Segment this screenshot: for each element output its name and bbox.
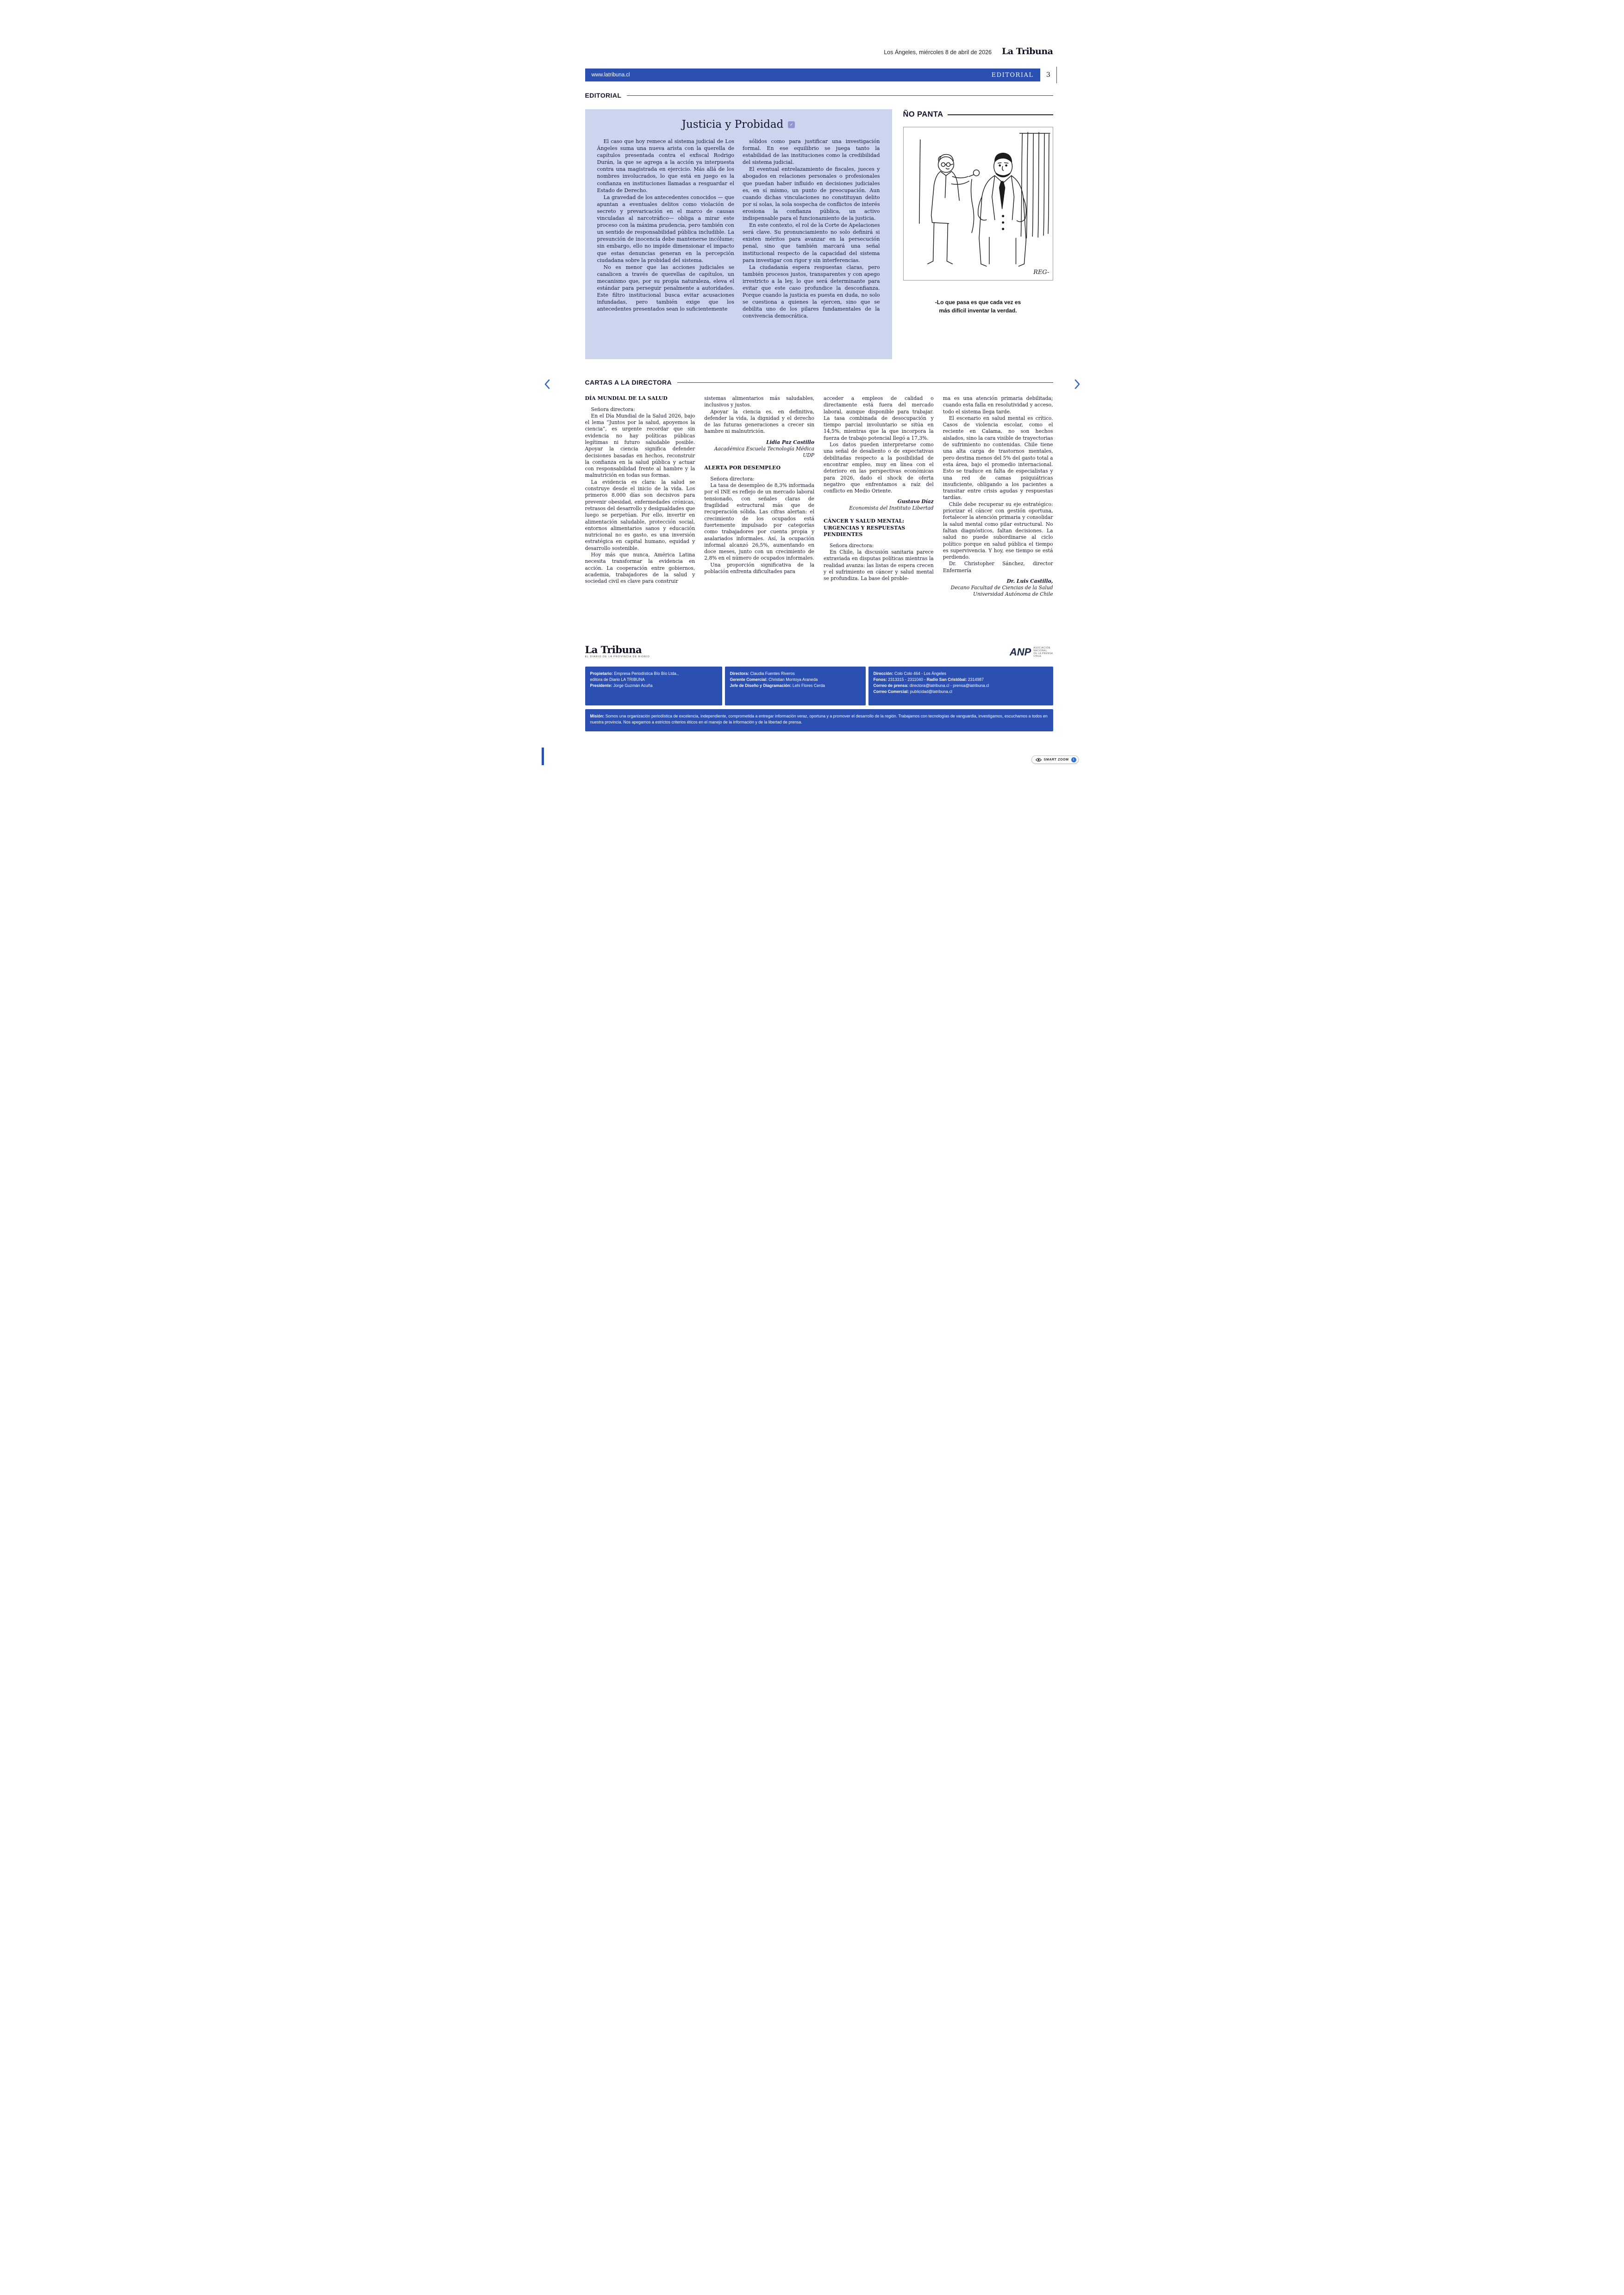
cartoon-drawing [903,127,1053,281]
footer-contact-box [868,667,1053,705]
editorial-title: Justicia y Probidad [681,118,784,131]
footer-label: Directora: [730,671,750,676]
letter-paragraph: Señora directora: [591,406,635,412]
footer-label: Correo de prensa: [873,683,909,688]
anp-text-line: NACIONAL [1033,649,1047,652]
anp-text-line: DE LA PRENSA [1033,652,1053,655]
dateline: Los Ángeles, miércoles 8 de abril de 2026 [884,49,992,56]
footer-value: Claudia Fuentes Riveros [749,671,795,676]
footer-logo-row [585,645,1053,658]
cartoon-rule [948,114,1053,115]
letter-heading: CÁNCER Y SALUD MENTAL: URGENCIAS Y RESPUESTAS PENDIENTES [824,518,906,538]
letters-section-header [585,379,1053,386]
footer-value: Lehi Flores Cerda [791,683,825,688]
footer-label: Radio San Cristóbal: [926,677,967,682]
next-page-chevron[interactable] [1073,379,1081,391]
footer-value: 2314987 [967,677,984,682]
editorial-column-2 [743,138,880,319]
letter-paragraph: La evidencia es clara: la salud se construye desde el inicio de la vida. Los primeros 8.000 días son decisivos para prevenir obesidad, enfermedades crónicas, retrasos del desarrollo y desigualdades que luego se perpetúan. Por ello, invertir en alimentación saludable, protección social, entornos alimentarios sanos y educación nutricional no es gasto, es una inversión estratégica en capital humano, equidad y desarrollo sostenible. [585,479,695,551]
letter-paragraph: Señora directora: [710,475,755,482]
footer-value: Empresa Periodística Bío Bío Ltda., [612,671,679,676]
letter-paragraph: La tasa de desempleo de 8,3% informada por el INE es reflejo de un mercado laboral tensionado, con señales claras de fragilidad estructural más que de recuperación sólida. Las cifras alertan: el crecimiento de los ocupados está fuertemente impulsado por categorías como trabajadores por cuenta propia y asalariados informales. Así, la ocupación informal alcanzó 26,5%, aumentando en doce meses, junto con un crecimiento de 2,8% en el número de ocupados informales. [704,482,814,561]
letter-paragraph: Chile debe recuperar su eje estratégico: priorizar el cáncer con gestión oportuna, fortalecer la atención primaria y consolidar la salud mental como pilar estructural. No faltan diagnósticos, faltan decisiones. La salud no puede subordinarse al ciclo político porque en salud pública el tiempo es supervivencia. Y hoy, ese tiempo se está perdiendo. [943,501,1053,561]
footer-line [590,677,717,683]
footer-line [730,671,861,677]
footer-label: Dirección: [873,671,893,676]
smart-zoom-button[interactable] [1031,755,1079,764]
letter-heading: DÍA MUNDIAL DE LA SALUD [585,395,668,401]
footer-value: editora de Diario LA TRIBUNA [590,677,645,682]
footer-value: directora@latribuna.cl - prensa@latribuna.cl [908,683,989,688]
editorial-paragraph: La gravedad de los antecedentes conocidos — que apuntan a eventuales delitos como violación de secreto y prevaricación en el marco de causas vinculadas al narcotráfico— obliga a mirar este proceso con la máxima prudencia, pero también con un sentido de responsabilidad pública includible. La presunción de inocencia debe mantenerse incólume; sin embargo, ello no impide dimensionar el impacto que estas denuncias generan en la percepción ciudadana sobre la probidad del sistema. [597,194,734,263]
footer-value: Jorge Guzmán Acuña [612,683,653,688]
letters-section-label: CARTAS A LA DIRECTORA [585,379,672,386]
footer-line [874,683,1048,689]
cartoon-caption [903,298,1053,315]
letters-column-2 [704,395,814,598]
footer-line [730,683,861,689]
footer-line [730,677,861,683]
footer-value: Colo Colo 464 - Los Ángeles [893,671,946,676]
editorial-section-label: EDITORIAL [585,92,622,99]
editorial-article [585,109,892,359]
cartoon-caption-line1: -Lo que pasa es que cada vez es [935,299,1021,306]
footer-masthead-tagline: EL DIARIO DE LA PROVINCIA DE BIOBÍO [585,655,650,658]
letters-section-rule [677,382,1053,383]
footer-value: Christian Montoya Araneda [767,677,818,682]
footer-label: Propietario: [590,671,613,676]
footer-masthead-logo: La Tribuna [585,644,642,655]
footer-masthead-block [585,645,650,658]
letter-paragraph: Una proporción significativa de la población enfrenta dificultades para [704,561,814,575]
footer-mission-box [585,709,1053,731]
footer-value: 2313315 - 2311040 - [887,677,927,682]
website-url: www.latribuna.cl [591,72,630,78]
footer-line [874,689,1048,695]
letter-heading: ALERTA POR DESEMPLEO [704,465,781,471]
letter-affiliation: UDP [803,452,814,458]
letter-affiliation: Decano Facultad de Ciencias de la Salud [950,585,1053,591]
letter-paragraph: En el Día Mundial de la Salud 2026, bajo el lema “Juntos por la salud, apoyemos la ciencia”, es urgente recordar que sin evidencia no hay políticas públicas legítimas ni futuro saludable posible. Apoyar la ciencia significa defender decisiones basadas en hechos, reconstruir la confianza en la salud pública y actuar con responsabilidad frente al hambre y la malnutrición en todas sus formas. [585,412,695,479]
letter-signature: Lidia Paz Castillo [766,439,814,445]
editorial-paragraph: La ciudadanía espera respuestas claras, pero también procesos justos, transparentes y con apego irrestricto a la ley, lo que será determinante para evitar que este caso profundice la desconfianza. Porque cuando la justicia es puesta en duda, no solo se cuestiona a quienes la ejercen, sino que se debilita uno de los pilares fundamentales de la convivencia democrática. [743,264,880,319]
footer-label: Presidente: [590,683,612,688]
page-number: 3 [1043,69,1055,81]
newspaper-page [542,0,1083,765]
letter-paragraph: Señora directora: [830,542,874,549]
letters-column-4 [943,395,1053,598]
mission-text: Somos una organización periodística de excelencia, independiente, comprometida a entregar información veraz, oportuna y a promover el desarrollo de la región. Trabajamos con tecnologías de vanguardia, investigamos, escuchamos a todos en nuestra provincia. Nos apegamos a estrictos criterios éticos en el manejo de la información y de la libertad de prensa. [590,714,1048,724]
editorial-section-rule [627,95,1053,96]
letter-affiliation: Universidad Autónoma de Chile [973,591,1053,597]
header-blue-bar [585,69,1040,81]
footer-line [590,683,717,689]
mission-label: Misión: [590,714,605,718]
letter-affiliation: Aacadémica Escuela Tecnología Médica [714,445,814,452]
cartoon-illustration [904,127,1053,280]
editorial-paragraph: En este contexto, el rol de la Corte de Apelaciones será clave. Su pronunciamiento no solo definirá si existen méritos para avanzar en la persecución penal, sino que también marcará una señal institucional respecto de la capacidad del sistema para investigar con rigor y sin interferencias. [743,222,880,263]
footer-label: Jefe de Diseño y Diagramación: [730,683,792,688]
info-icon[interactable]: i [1071,757,1076,762]
eye-icon [1036,758,1042,762]
letter-paragraph: Hoy más que nunca, América Latina necesita transformar la evidencia en acción. La cooperación entre gobiernos, academia, trabajadores de la salud y sociedad civil es clave para construir [585,552,695,585]
footer-line [590,671,717,677]
cartoon-section-header [903,110,1053,119]
letter-paragraph: El escenario en salud mental es crítico. Casos de violencia escolar, como el reciente en Calama, no son hechos aislados, sino la cara visible de trayectorias de sufrimiento no contenidas. Chile tiene una alta carga de trastornos mentales, pero destina menos del 5% del gasto total a esta área, bajo el promedio internacional. Esto se traduce en falta de especialistas y una red de camas psiquiátricas insuficiente, obligando a los pacientes a transitar entre crisis agudas y respuestas tardías. [943,415,1053,501]
smart-zoom-label: SMART ZOOM [1043,758,1069,761]
letter-paragraph: acceder a empleos de calidad o directamente está fuera del mercado laboral, aunque disponible para trabajar. La tasa combinada de desocupación y tiempo parcial involuntario se sitúa en 14,5%, mientras que la que incorpora la fuerza de trabajo potencial llegó a 17,3%. [824,395,934,441]
viewer-edge-strip [542,748,544,765]
footer-value: publicidad@latribuna.cl [909,689,952,694]
editorial-title-icon: ✓ [788,121,795,128]
editorial-paragraph: El caso que hoy remece al sistema judicial de Los Ángeles suma una nueva arista con la querella de capítulos presentada contra el exfiscal Rodrigo Durán, la que se agrega a la acción ya interpuesta contra una magistrada en ejercicio. Más allá de los nombres involucrados, lo que está en juego es la confianza en instituciones llamadas a resguardar el Estado de Derecho. [597,138,734,193]
cartoon-title: ÑO PANTA [903,110,943,118]
letter-paragraph: sistemas alimentarios más saludables, inclusivos y justos. [704,395,814,408]
masthead-logo: La Tribuna [1002,46,1053,56]
letters-column-1 [585,395,695,598]
letters-columns [585,395,1053,598]
editorial-paragraph: No es menor que las acciones judiciales se canalicen a través de querellas de capítulos, un mecanismo que, por su propia naturaleza, eleva el estándar para perseguir penalmente a autoridades. Este filtro institucional busca evitar acusaciones infundadas, pero también exige que los antecedentes presentados sean lo suficientemente [597,264,734,312]
letter-signature: Gustavo Díaz [897,499,934,505]
letter-paragraph: En Chile, la discusión sanitaria parece extraviada en disputas políticas mientras la realidad avanza: las listas de espera crecen y el sufrimiento en cáncer y salud mental se profundiza. La base del proble- [824,549,934,582]
editorial-paragraph: sólidos como para justificar una investigación formal. En ese equilibrio se juega tanto la estabilidad de las instituciones como la credibilidad del sistema judicial. [743,138,880,166]
letter-signature: Dr. Luis Castillo, [1006,578,1053,585]
footer-label: Gerente Comercial: [730,677,768,682]
letter-paragraph: Dr. Christopher Sánchez, director Enfermería [943,561,1053,574]
editorial-paragraph: El eventual entrelazamiento de fiscales, jueces y abogados en relaciones personales o profesionales que puedan haber influido en decisiones judiciales es, en sí mismo, un punto de preocupación. Aun cuando dichas vinculaciones no constituyan delito por sí solas, la sola sospecha de conflictos de interés erosiona la confianza pública, un activo indispensable para el funcionamiento de la justicia. [743,166,880,222]
footer-label: Correo Comercial: [873,689,909,694]
footer-ownership-box [585,667,722,705]
section-name-bar: EDITORIAL [991,71,1034,79]
anp-letters: ANP [1009,646,1031,658]
page-header [585,46,1053,56]
footer-line [874,677,1048,683]
letters-column-3 [824,395,934,598]
letter-affiliation: Economista del Instituto Libertad [849,505,934,511]
letter-paragraph: Los datos pueden interpretarse como una señal de desaliento o de expectativas debilitadas respecto a la posibilidad de encontrar empleo, muy en línea con el deterioro en las perspectivas económicas para 2026, dado el shock de oferta negativo que enfrentamos a raíz del conflicto en Medio Oriente. [824,442,934,494]
previous-page-chevron[interactable] [543,379,551,391]
anp-text-line: CHILE [1033,655,1042,658]
anp-logo [1010,646,1053,658]
letter-paragraph: Apoyar la ciencia es, en definitiva, defender la vida, la dignidad y el derecho de las futuras generaciones a crecer sin hambre ni malnutrición. [704,408,814,435]
footer-staff-box [725,667,866,705]
anp-logo-text [1033,647,1053,658]
cartoon-caption-line2: más difícil inventar la verdad. [939,307,1017,314]
cartoonist-signature: REG- [1033,269,1049,276]
anp-text-line: ASOCIACIÓN [1033,647,1050,649]
letter-paragraph: ma es una atención primaria debilitada; cuando esta falla en resolutividad y acceso, todo el sistema llega tarde. [943,395,1053,415]
footer-line [874,671,1048,677]
trim-line [1056,67,1057,83]
editorial-section-header [585,92,1053,99]
editorial-column-1 [597,138,735,319]
footer-label: Fonos: [873,677,887,682]
